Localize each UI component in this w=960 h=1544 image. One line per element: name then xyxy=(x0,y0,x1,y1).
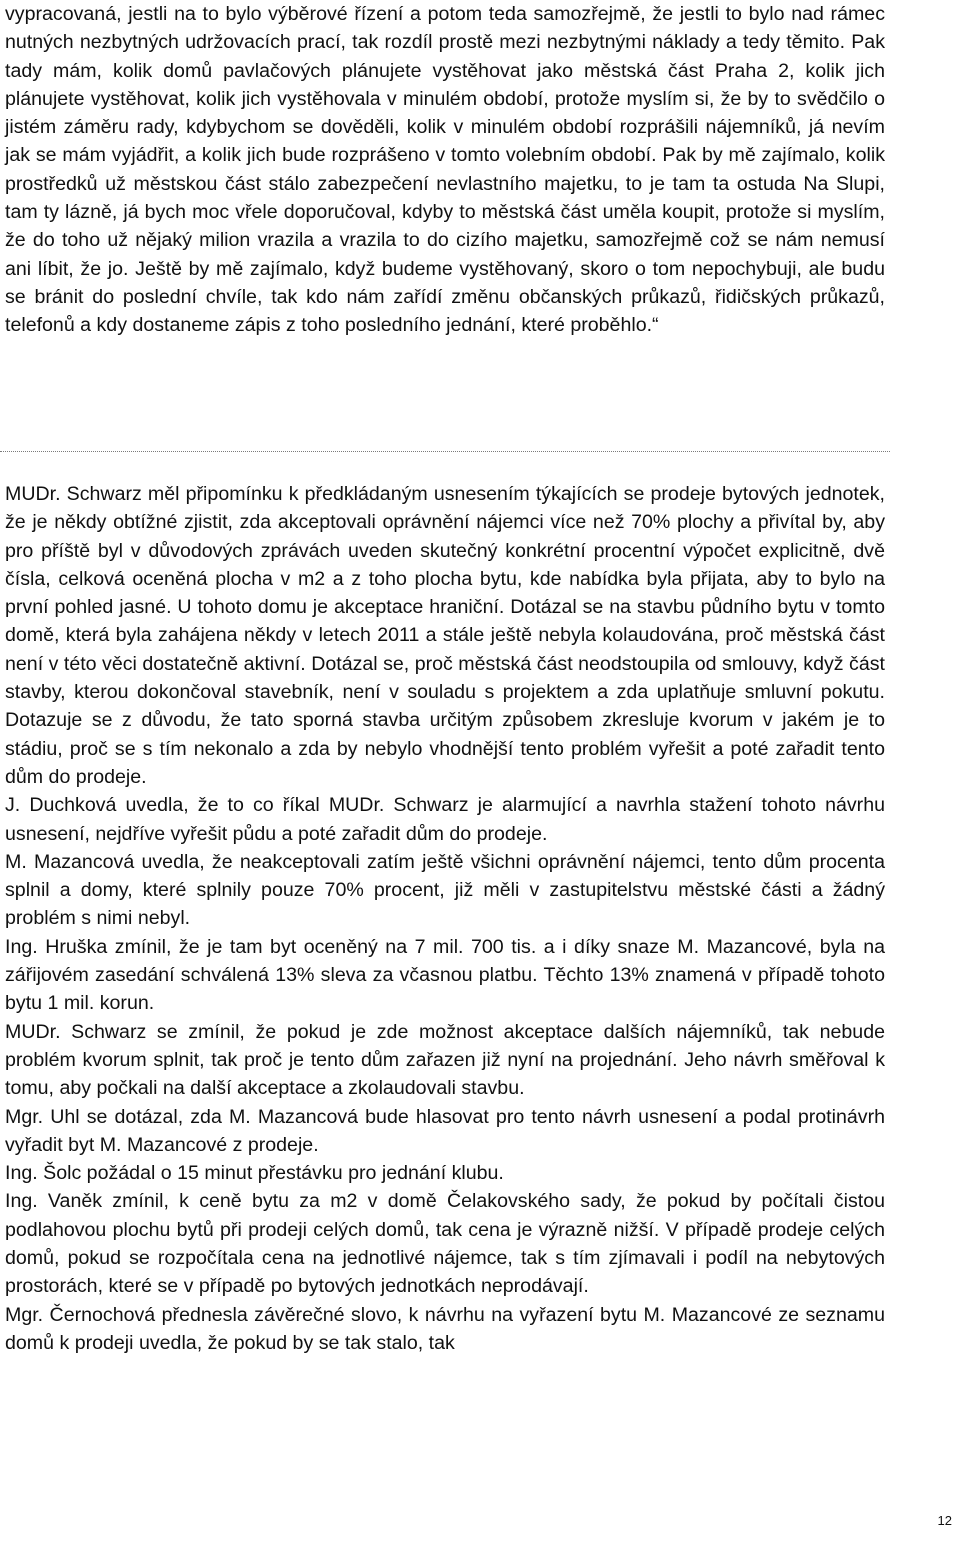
paragraph-solc: Ing. Šolc požádal o 15 minut přestávku pro jednání klubu. xyxy=(5,1162,504,1185)
paragraph-vanek: Ing. Vaněk zmínil, k ceně bytu za m2 v domě Čelakovského sady, že pokud by počítali čistou podlahovou plochu bytů při prodeji celých domů, tak cena je výrazně nižší. V případě prodeje celých domů, pokud se rozpočítala cena na jednotlivé nájemce, tak s tím zjímavali i podíl na nebytových prostorách, které se v případě po bytových jednotkách neprodávají. xyxy=(5,1190,885,1298)
paragraph-hruska: Ing. Hruška zmínil, že je tam byt oceněný na 7 mil. 700 tis. a i díky snaze M. Mazancové, byla na zářijovém zasedání schválená 13% sleva za včasnou platbu. Těchto 13% znamená v případě tohoto bytu 1 mil. korun. xyxy=(5,935,885,1015)
dotted-separator xyxy=(0,451,890,452)
paragraph-schwarz: MUDr. Schwarz měl připomínku k předkládaným usnesením týkajících se prodeje bytových jednotek, že je někdy obtížné zjistit, zda akceptovali oprávnění nájemci více než 70% plochy a přivítal by, aby pro příště byl v důvodových zprávách uveden skutečný konkrétní procentní výpočet explicitně, dvě čísla, celková oceněná plocha v m2 a z toho plocha bytu, kde nabídka byla přijata, aby to bylo na první pohled jasné. U tohoto domu je akceptace hraniční. Dotázal se na stavbu půdního bytu v tomto domě, která byla zahájena někdy v letech 2011 a stále ještě nebyla kolaudována, proč městská část není v této věci dostatečně aktivní. Dotázal se, proč městská část neodstoupila od smlouvy, když část stavby, kterou dokončoval stavebník, není v souladu s projektem a zda uplatňuje smluvní pokutu. Dotazuje se z důvodu, že tato sporná stavba určitým způsobem zkresluje kvorum v jakém je to stádiu, proč se s tím nekonalo a zda by nebylo vhodnější tento problém vyřešit a poté zařadit tento dům do prodeje. xyxy=(5,483,885,788)
paragraph-duchkova: J. Duchková uvedla, že to co říkal MUDr. Schwarz je alarmující a navrhla stažení tohoto návrhu usnesení, nejdříve vyřešit půdu a poté zařadit dům do prodeje. xyxy=(5,794,885,845)
paragraph-uhl: Mgr. Uhl se dotázal, zda M. Mazancová bude hlasovat pro tento návrh usnesení a podal protinávrh vyřadit byt M. Mazancové z prodeje. xyxy=(5,1105,885,1156)
paragraph-schwarz-2: MUDr. Schwarz se zmínil, že pokud je zde možnost akceptace dalších nájemníků, tak nebude problém kvorum splnit, tak proč je tento dům zařazen již nyní na projednání. Jeho návrh směřoval k tomu, aby počkali na další akceptace a zkolaudovali stavbu. xyxy=(5,1020,885,1100)
paragraph-mazancova: M. Mazancová uvedla, že neakceptovali zatím ještě všichni oprávnění nájemci, tento dům procenta splnil a domy, které splnily pouze 70% procent, již měli v zastupitelstvu městské části a žádný problém s nimi nebyl. xyxy=(5,850,885,930)
text-block-minutes xyxy=(5,480,885,1357)
text-block-continued xyxy=(5,0,885,340)
paragraph-continued: vypracovaná, jestli na to bylo výběrové řízení a potom teda samozřejmě, že jestli to bylo nad rámec nutných nezbytných udržovacích prací, tak rozdíl prostě mezi nezbytnými náklady a tedy těmito. Pak tady mám, kolik domů pavlačových plánujete vystěhovat jako městská část Praha 2, kolik jich plánujete vystěhovat, kolik jich vystěhovala v minulém období, protože myslím si, že by to svědčilo o jistém záměru rady, kdybychom se dověděli, kolik v minulém období rozprášili nájemníků, já nevím jak se mám vyjádřit, a kolik jich bude rozprášeno v tomto volebním období. Pak by mě zajímalo, kolik prostředků už městskou část stálo zabezpečení nevlastního majetku, to je tam ta ostuda Na Slupi, tam ty lázně, já bych moc vřele doporučoval, kdyby to městská část uměla koupit, protože si myslím, že do toho už nějaký milion vrazila a vrazila to do cizího majetku, samozřejmě což se nám nemusí ani líbit, že jo. Ještě by mě zajímalo, když budeme vystěhovaný, skoro o tom nepochybuji, ale budu se bránit do poslední chvíle, tak kdo nám zařídí změnu občanských průkazů, řidičských průkazů, telefonů a kdy dostaneme zápis z toho posledního jednání, které proběhlo.“ xyxy=(5,3,885,337)
paragraph-cernochova: Mgr. Černochová přednesla závěrečné slovo, k návrhu na vyřazení bytu M. Mazancové ze seznamu domů k prodeji uvedla, že pokud by se tak stalo, tak xyxy=(5,1303,885,1354)
page-number: 12 xyxy=(937,1513,952,1528)
